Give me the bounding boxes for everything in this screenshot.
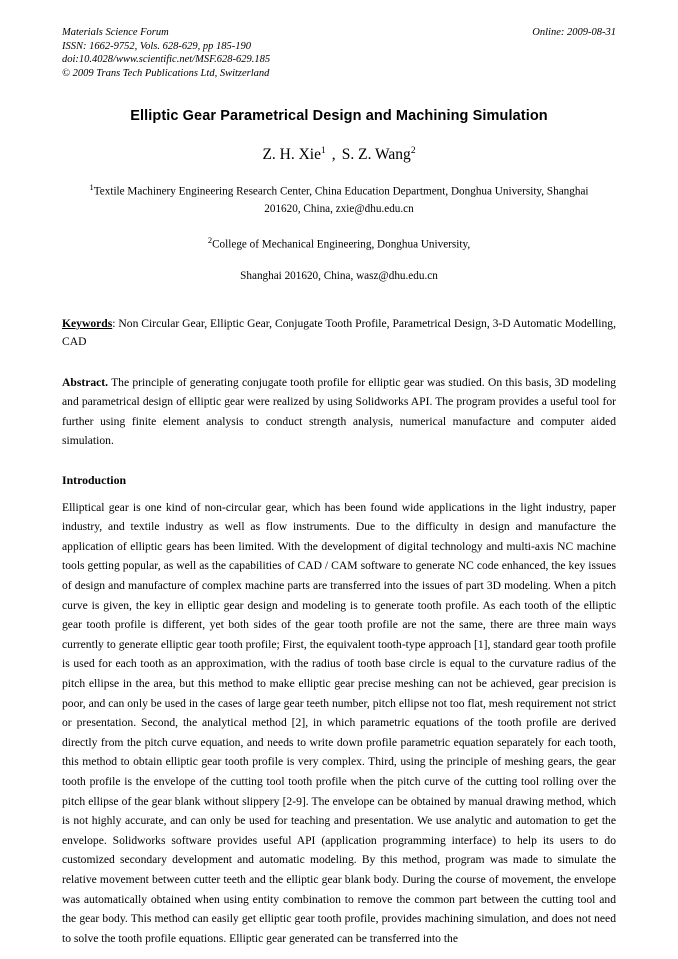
page-title: Elliptic Gear Parametrical Design and Machining Simulation (130, 108, 548, 124)
header-left-block (62, 26, 462, 80)
keywords-block (62, 315, 616, 351)
affiliation-1-text: Textile Machinery Engineering Research Center, China Education Department, Donghua University, Shanghai 201620, China, zxie@dhu.edu.cn (93, 185, 589, 215)
online-date: Online: 2009-08-31 (532, 27, 616, 38)
affiliation-3-text: Shanghai 201620, China, wasz@dhu.edu.cn (240, 269, 438, 282)
abstract-label: Abstract. (62, 375, 109, 389)
introduction-paragraph: Elliptical gear is one kind of non-circular gear, which has been found wide applications in the light industry, paper industry, and textile industry as well as flow instruments. Due to the difficulty in design and manufacture the application of elliptic gears has been limited. With the development of digital technology and multi-axis NC machine tools getting popular, as well as the capabilities of CAD / CAM software to generate NC code enhanced, the key issues of design and manufacture of complex machine parts are transferred into the issues of part 3D modeling. When a pitch curve is given, the key in elliptic gear design and modeling is to generate tooth profile. As each tooth of the elliptic gear tooth profile is different, yet both sides of the gear tooth profile are not the same, there are three main ways currently to generate elliptic gear tooth profile; First, the equivalent tooth-type approach [1], standard gear tooth profile is used for each tooth as an approximation, with the radius of tooth base circle is equal to the curvature radius of the pitch ellipse in the area, but this method to make elliptic gear precise meshing can not be achieved, gear precision is poor, and can only be used in the cases of large gear teeth number, pitch ellipse not too flat, mesh requirement not strict or presentation. Second, the analytical method [2], in which parametric equations of the tooth profile are derived directly from the pitch curve equation, and needs to write down profile parametric equation separately for each tooth, this method to obtain elliptic gear tooth profile is very complex. Third, using the principle of meshing gears, the gear tooth profile is the envelope of the cutting tool tooth profile when the pitch curve of the cutting tool rolling over the pitch ellipse of the gear blank without slippery [2-9]. The envelope can be obtained by manual drawing method, which is not highly accurate, and can only be used for teaching and presentation. We use analytic and automation to get the envelope. Solidworks software provides useful API (application programming interface) to help its users to do customized secondary development and automatic modeling. By this method, program was made to simulate the relative movement between cutter teeth and the elliptic gear blank body. During the course of movement, the envelope was automatically obtained when using entity combination to remove the common part between the cutting tool and the gear body. This method can easily get elliptic gear tooth profile, provides machining simulation, and does not need to solve the tooth profile equations. Elliptic gear generated can be transferred into the (62, 500, 616, 945)
affiliation-1-marker: 1 (89, 182, 94, 193)
copyright-line: © 2009 Trans Tech Publications Ltd, Switzerland (62, 67, 270, 79)
section-heading-introduction: Introduction (62, 472, 127, 487)
author-first-affil-marker: 1 (320, 146, 326, 156)
issn-line: ISSN: 1662-9752, Vols. 628-629, pp 185-190 (62, 40, 251, 52)
page-header (62, 26, 616, 80)
keywords-text: Non Circular Gear, Elliptic Gear, Conjugate Tooth Profile, Parametrical Design, 3-D Automatic Modelling, CAD (62, 316, 616, 348)
affiliation-2 (62, 232, 616, 254)
author-second-affil-marker: 2 (410, 146, 416, 156)
abstract-block (62, 373, 616, 451)
doi-line: doi:10.4028/www.scientific.net/MSF.628-629.185 (62, 54, 271, 65)
affiliation-3 (62, 268, 616, 285)
affiliation-1 (62, 179, 616, 218)
abstract-text: The principle of generating conjugate tooth profile for elliptic gear was studied. On this basis, 3D modeling and parametrical design of elliptic gear were realized by using Solidworks API. The program provides a useful tool for further using finite element analysis to conduct strength analysis, numerical manufacture and computer aided simulation. (62, 375, 616, 448)
affiliation-2-marker: 2 (207, 234, 213, 245)
keywords-label: Keywords (62, 316, 113, 330)
journal-name: Materials Science Forum (62, 27, 169, 38)
affiliation-2-text: College of Mechanical Engineering, Donghua University, (212, 238, 471, 251)
author-first-name: Z. H. Xie (262, 146, 321, 164)
keywords-separator: : (112, 316, 116, 330)
author-separator: , (331, 146, 336, 164)
author-second-name: S. Z. Wang (341, 146, 411, 164)
author-list (62, 146, 616, 164)
